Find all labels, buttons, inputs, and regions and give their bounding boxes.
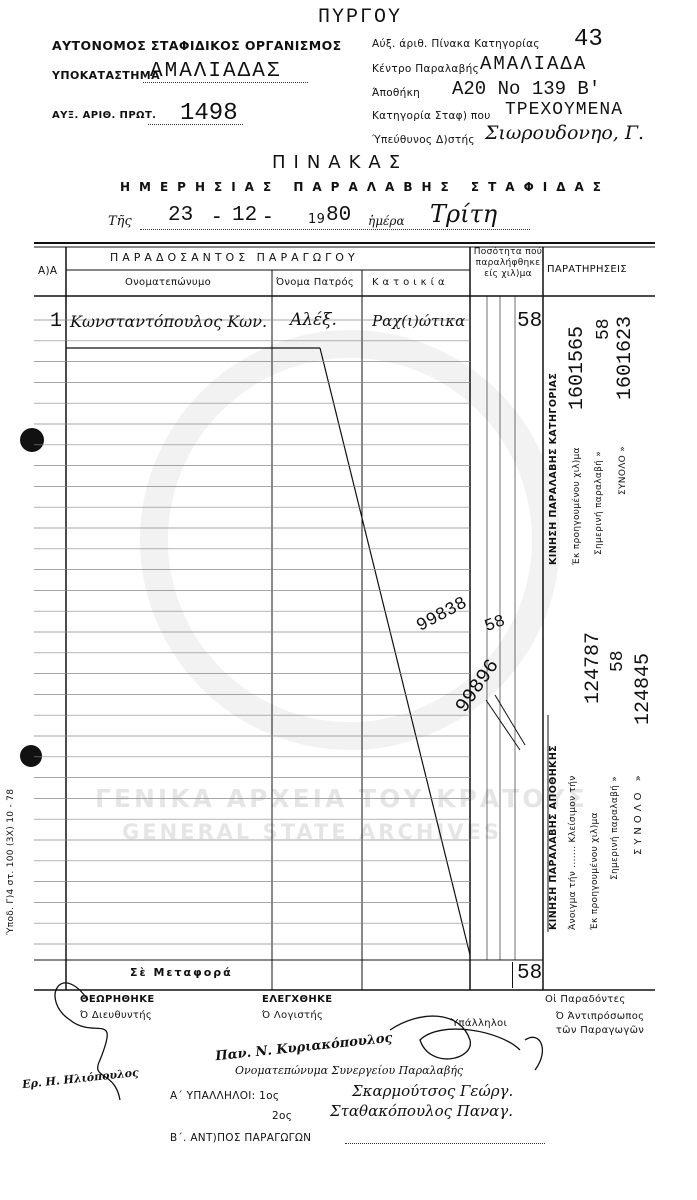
carry-label: Σὲ Μεταφορά xyxy=(130,966,233,979)
accountant-stamp: Παν. Ν. Κυριακόπουλος xyxy=(214,1030,394,1065)
crew-label: Ονοματεπώνυμα Συνεργείου Παραλαβής xyxy=(235,1064,464,1077)
producers-label: Οἱ Παραδόντες xyxy=(545,994,626,1005)
warehouse-today-value: 58 xyxy=(608,650,628,672)
row-residence: Ραχ(ι)ώτικα xyxy=(372,312,466,330)
reception-center-label: Κέντρο Παραλαβής xyxy=(372,63,480,75)
seen-label: ΘΕΩΡΗΘΗΚΕ xyxy=(80,994,155,1005)
branch-value: ΑΜΑΛΙΑΔΑΣ xyxy=(150,60,282,83)
row-name: Κωνσταντόπουλος Κων. xyxy=(70,312,268,331)
watermark-line2: GENERAL STATE ARCHIVES xyxy=(122,820,502,844)
category-number-label: Αύξ. άριθ. Πίνακα Κατηγορίας xyxy=(372,38,540,50)
category-today-value: 58 xyxy=(594,318,614,340)
col-name-header: Ονοματεπώνυμο xyxy=(125,277,212,288)
category-today-label: Σημερινή παραλαβή » xyxy=(594,450,604,555)
form-title: ΠΙΝΑΚΑΣ xyxy=(272,152,409,173)
col-quantity-header: Ποσότητα πού παραλήφθηκε είς χιλ)μα xyxy=(473,247,543,279)
note-running-total-1: 99838 xyxy=(413,593,471,637)
category-number-value: 43 xyxy=(574,26,603,53)
carry-value: 58 xyxy=(517,962,543,985)
note-running-delta: 58 xyxy=(482,612,509,637)
date-year: 80 xyxy=(326,204,352,227)
checked-label: ΕΛΕΓΧΘΗΚΕ xyxy=(262,994,333,1005)
warehouse-value: Α20 Νο 139 Β' xyxy=(452,78,601,100)
date-day: 23 xyxy=(168,204,194,227)
col-father-header: Όνομα Πατρός xyxy=(276,277,355,288)
warehouse-total-label: ΣΥΝΟΛΟ » xyxy=(633,771,644,855)
row-quantity: 58 xyxy=(517,310,543,333)
category-total-label: ΣΥΝΟΛΟ » xyxy=(618,445,628,495)
director-label: Ό Διευθυντής xyxy=(80,1010,153,1021)
date-month: 12 xyxy=(232,204,258,227)
producer-signature xyxy=(525,1037,542,1070)
responsible-label: Ύπεύθυνος Δ)στής xyxy=(372,134,475,146)
protocol-label: ΑΥΞ. ΑΡΙΘ. ΠΡΩΤ. xyxy=(52,110,157,121)
col-residence-header: Κατοικία xyxy=(372,277,449,288)
date-year-prefix: 19 xyxy=(308,212,326,227)
employee-signature xyxy=(390,1016,520,1059)
producers-line-b: Β΄. ΑΝΤ)ΠΟΣ ΠΑΡΑΓΩΓΩΝ xyxy=(170,1132,312,1144)
employees-label: Ύπάλληλοι xyxy=(450,1018,508,1029)
category-total-value: 1601623 xyxy=(614,315,637,400)
warehouse-total-value: 124845 xyxy=(632,652,655,725)
note-running-total-2: 99896 xyxy=(451,655,505,718)
category-prev-value: 1601565 xyxy=(566,325,589,410)
raisin-category-value: ΤΡΕΧΟΥΜΕΝΑ xyxy=(505,100,624,120)
warehouse-box-title: ΚΙΝΗΣΗ ΠΑΡΑΛΑΒΗΣ ΑΠΟΘΗΚΗΣ xyxy=(548,744,559,930)
warehouse-open-label: Άνοιγμα τήν ....... Κλείσιμον τήν xyxy=(568,775,578,930)
accountant-label: Ό Λογιστής xyxy=(262,1010,324,1021)
category-prev-label: Έκ προηγουμένου χιλ)μα xyxy=(572,447,582,565)
employees-line-a2: 2ος xyxy=(272,1110,293,1122)
warehouse-label: Άποθήκη xyxy=(372,87,421,99)
org-name: ΑΥΤΟΝΟΜΟΣ ΣΤΑΦΙΔΙΚΟΣ ΟΡΓΑΝΙΣΜΟΣ xyxy=(52,38,342,53)
category-box-title: ΚΙΝΗΣΗ ΠΑΡΑΛΑΒΗΣ ΚΑΤΗΓΟΡΙΑΣ xyxy=(548,372,559,565)
employees-line-a: Α΄ ΥΠΑΛΛΗΛΟΙ: 1ος xyxy=(170,1090,280,1102)
col-remarks-header: ΠΑΡΑΤΗΡΗΣΕΙΣ xyxy=(547,264,627,275)
director-stamp: Ερ. Η. Ηλιόπουλος xyxy=(21,1065,140,1092)
responsible-value: Σιωρουδονηο, Γ. xyxy=(485,122,645,144)
side-print-code: Ύποδ. Γ)4 στ. 100 (3Χ) 10 - 78 xyxy=(6,788,16,935)
protocol-value: 1498 xyxy=(180,100,238,127)
raisin-category-label: Κατηγορία Σταφ) που xyxy=(372,110,491,122)
warehouse-prev-label: Έκ προηγουμένου χιλ)μα xyxy=(590,812,600,930)
warehouse-today-label: Σημερινή παραλαβή » xyxy=(610,775,620,880)
date-sep1: - xyxy=(213,204,221,228)
reception-center-value: ΑΜΑΛΙΑΔΑ xyxy=(480,53,588,75)
weekday-value: Τρίτη xyxy=(430,200,498,228)
header-city-handwritten: ΠΥΡΓΟΥ xyxy=(318,6,403,29)
weekday-label: ἡμέρα xyxy=(368,214,405,228)
form-subtitle: ΗΜΕΡΗΣΙΑΣ ΠΑΡΑΛΑΒΗΣ ΣΤΑΦΙΔΑΣ xyxy=(120,180,611,194)
row-aa: 1 xyxy=(50,310,63,333)
employee-1-name: Σκαρμούτσος Γεώργ. xyxy=(352,1082,514,1100)
employee-2-name: Σταθακόπουλος Παναγ. xyxy=(330,1102,513,1120)
col-aa-header: Α)Α xyxy=(38,265,58,277)
watermark-line1: ΓΕΝΙΚΑ ΑΡΧΕΙΑ ΤΟΥ ΚΡΑΤΟΥΣ xyxy=(95,784,588,813)
branch-label: ΥΠΟΚΑΤΑΣΤΗΜΑ xyxy=(52,69,161,82)
producers-rep-label: Ό Άντιπρόσωπος τῶν Παραγωγῶν xyxy=(555,1011,645,1036)
date-sep2: - xyxy=(264,204,272,228)
director-signature xyxy=(55,983,120,1100)
date-prefix: Τῆς xyxy=(108,214,132,229)
col-group-header: ΠΑΡΑΔΟΣΑΝΤΟΣ ΠΑΡΑΓΩΓΟΥ xyxy=(110,251,359,264)
warehouse-prev-value: 124787 xyxy=(582,631,605,704)
row-father: Αλέξ. xyxy=(290,310,337,330)
